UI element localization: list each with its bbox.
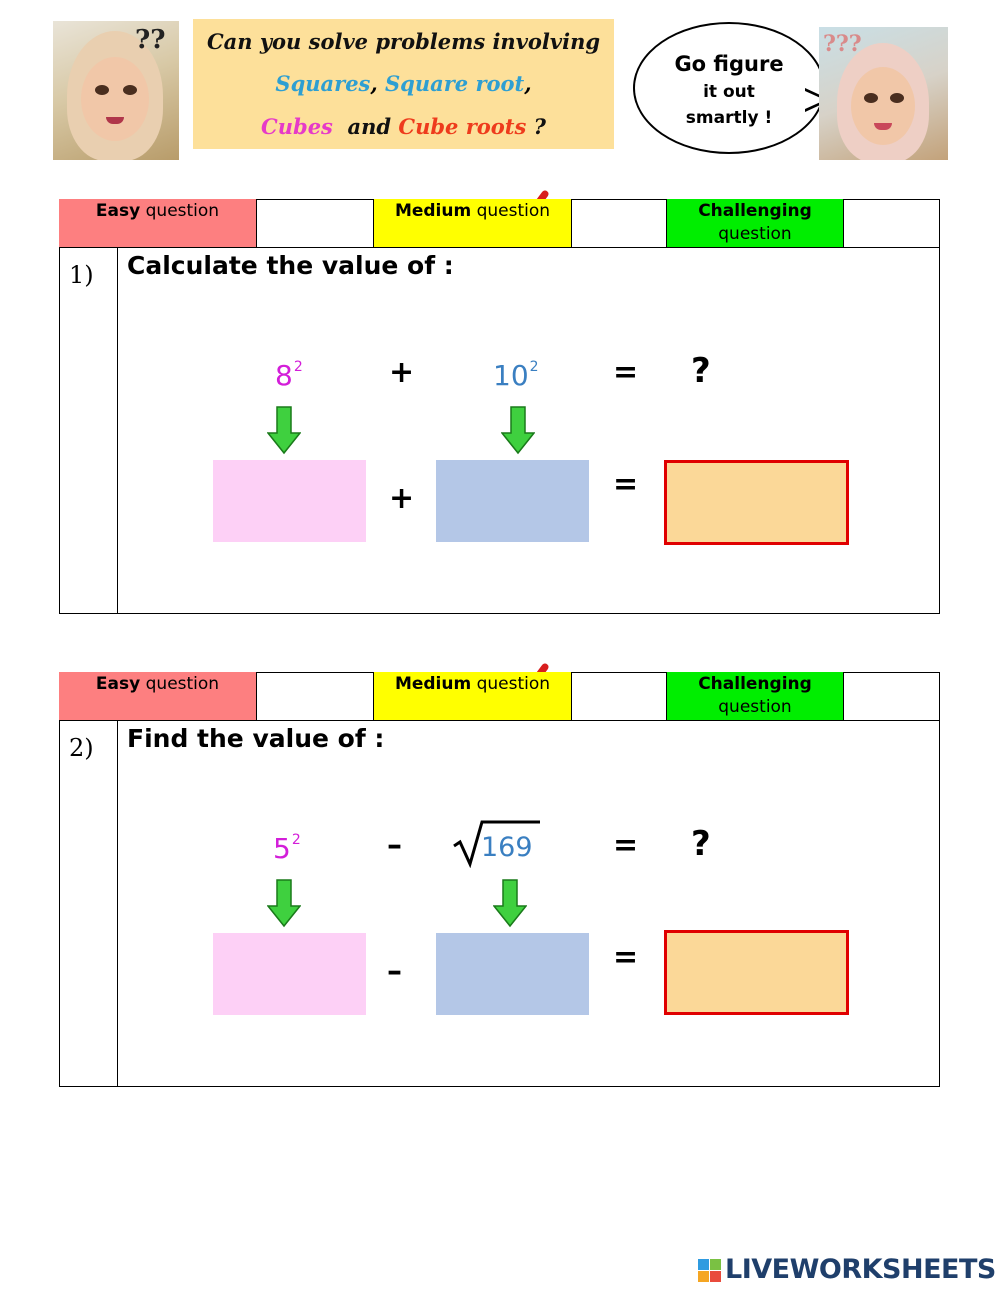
answer-equals: = (613, 467, 639, 502)
comma: , (524, 71, 532, 96)
title-line-1 (193, 29, 614, 54)
easy-rest: question (145, 674, 220, 694)
difficulty-medium[interactable] (374, 199, 572, 248)
header-divider (59, 720, 940, 721)
answer-operator: + (389, 481, 415, 516)
unknown-mark: ? (691, 824, 711, 864)
cube-roots-label: Cube roots (398, 114, 527, 139)
bubble-line-2: it out (703, 82, 755, 102)
arrow-down-icon (501, 405, 535, 455)
challenging-rest: question (718, 697, 792, 717)
title-question-mark: ? (533, 114, 546, 139)
difficulty-challenging[interactable] (667, 199, 844, 248)
medium-checkbox-cell[interactable] (572, 199, 667, 248)
question-number: 1) (69, 261, 94, 289)
answer-box-term-1[interactable] (213, 460, 366, 542)
medium-label (374, 673, 571, 696)
question-number: 2) (69, 734, 94, 762)
question-1-panel (59, 199, 940, 614)
answer-box-term-1[interactable] (213, 933, 366, 1015)
answer-operator: – (387, 954, 402, 989)
difficulty-easy[interactable] (59, 199, 257, 248)
difficulty-challenging[interactable] (667, 672, 844, 721)
term-2-exponent: 2 (529, 359, 539, 375)
term-1-base: 8 (275, 359, 293, 392)
logo-icon (698, 1259, 722, 1283)
term-1-base: 5 (273, 832, 291, 865)
easy-label (59, 673, 256, 696)
equals-sign: = (613, 355, 639, 390)
medium-checkbox-cell[interactable] (572, 672, 667, 721)
answer-box-result[interactable] (664, 460, 849, 545)
challenging-bold: Challenging (698, 674, 812, 694)
question-2-panel (59, 672, 940, 1087)
challenging-label-2 (667, 696, 843, 719)
medium-rest: question (476, 674, 551, 694)
term-1-exponent: 2 (291, 832, 301, 848)
title-text: Can you solve problems involving (206, 29, 601, 54)
arrow-down-icon (493, 878, 527, 928)
term-2-radicand: 169 (481, 832, 533, 863)
challenging-bold: Challenging (698, 201, 812, 221)
answer-box-term-2[interactable] (436, 460, 589, 542)
easy-bold: Easy (95, 201, 141, 221)
question-prompt: Calculate the value of : (127, 251, 454, 280)
term-1 (275, 359, 303, 392)
challenging-label-2 (667, 223, 843, 246)
and-word: and (347, 114, 392, 139)
bubble-line-3: smartly ! (685, 108, 773, 128)
easy-rest: question (145, 201, 220, 221)
term-1 (273, 832, 301, 865)
easy-checkbox-cell[interactable] (257, 672, 374, 721)
answer-equals: = (613, 940, 639, 975)
speech-bubble (633, 22, 825, 154)
medium-bold: Medium (394, 674, 472, 694)
term-2 (493, 359, 539, 392)
brand-name: LIVEWORKSHEETS (725, 1254, 996, 1285)
operator: + (389, 355, 415, 390)
arrow-down-icon (267, 878, 301, 928)
easy-checkbox-cell[interactable] (257, 199, 374, 248)
challenging-rest: question (718, 224, 792, 244)
title-line-3 (193, 114, 614, 139)
equals-sign: = (613, 828, 639, 863)
challenging-label (667, 200, 843, 223)
square-root-label: Square root (385, 71, 525, 96)
answer-box-result[interactable] (664, 930, 849, 1015)
medium-rest: question (476, 201, 551, 221)
comma: , (370, 71, 378, 96)
answer-box-term-2[interactable] (436, 933, 589, 1015)
unknown-mark: ? (691, 351, 711, 391)
term-2-base: 10 (493, 359, 529, 392)
challenging-label (667, 673, 843, 696)
term-1-exponent: 2 (293, 359, 303, 375)
left-avatar-image (53, 21, 179, 160)
squares-label: Squares (275, 71, 371, 96)
number-column-divider (117, 247, 118, 613)
title-banner (193, 19, 614, 149)
challenging-checkbox-cell[interactable] (844, 672, 940, 721)
challenging-checkbox-cell[interactable] (844, 199, 940, 248)
title-line-2 (193, 71, 614, 96)
header-divider (59, 247, 940, 248)
arrow-down-icon (267, 405, 301, 455)
right-avatar-image (819, 27, 948, 160)
medium-label (374, 200, 571, 223)
question-prompt: Find the value of : (127, 724, 385, 753)
operator: – (387, 828, 402, 863)
difficulty-easy[interactable] (59, 672, 257, 721)
thinking-marks: ??? (823, 31, 862, 57)
number-column-divider (117, 720, 118, 1086)
difficulty-medium[interactable] (374, 672, 572, 721)
easy-label (59, 200, 256, 223)
thinking-marks: ?? (135, 25, 166, 55)
cubes-label: Cubes (261, 114, 333, 139)
medium-bold: Medium (394, 201, 472, 221)
easy-bold: Easy (95, 674, 141, 694)
bubble-line-1: Go figure (674, 52, 784, 76)
